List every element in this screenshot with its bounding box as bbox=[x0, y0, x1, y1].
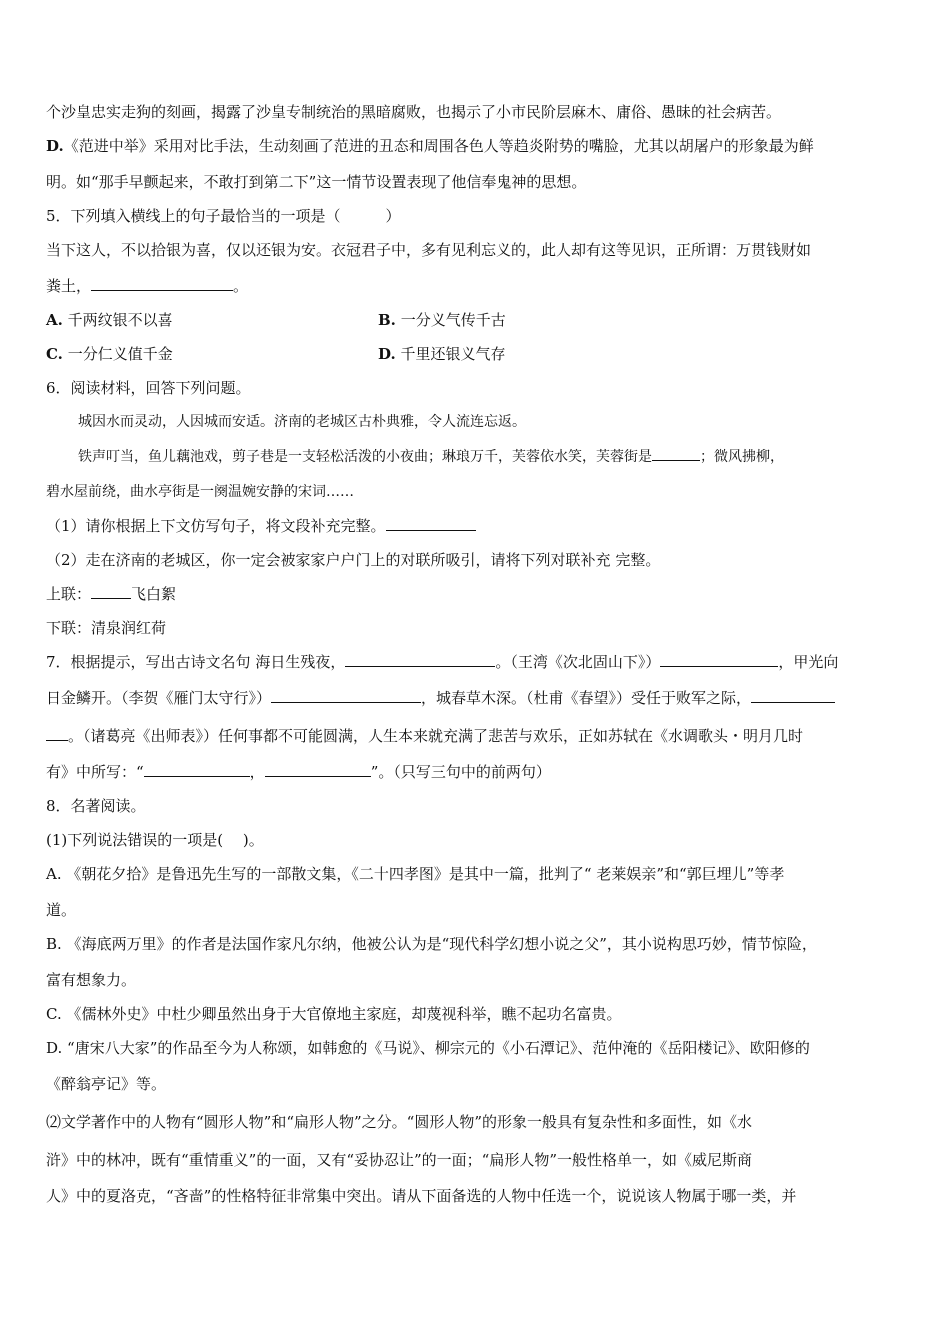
answer-blank[interactable] bbox=[652, 446, 700, 461]
q5-option-b: B. 一分义气传千古 bbox=[378, 311, 506, 329]
answer-blank[interactable] bbox=[271, 688, 421, 703]
q8-option-c: C. 《儒林外史》中杜少卿虽然出身于大官僚地主家庭，却蔑视科举，瞧不起功名富贵。 bbox=[46, 1005, 622, 1023]
q6-material-3: 碧水屋前绕，曲水亭街是一阕温婉安静的宋词…… bbox=[46, 484, 354, 500]
answer-blank[interactable] bbox=[345, 652, 495, 667]
q8-option-a: A. 《朝花夕拾》是鲁迅先生写的一部散文集，《二十四孝图》是其中一篇，批判了“ 老莱娱亲”和“郭巨埋儿”等孝 bbox=[46, 865, 785, 883]
q5-passage-2: 粪土， 。 bbox=[46, 277, 249, 295]
q6-stem: 6．阅读材料，回答下列问题。 bbox=[46, 379, 251, 397]
answer-blank[interactable] bbox=[91, 584, 131, 599]
q5-option-a: A. 千两纹银不以喜 bbox=[46, 311, 173, 329]
q6-sub-1: （1）请你根据上下文仿写句子，将文段补充完整。 bbox=[46, 516, 476, 536]
answer-blank[interactable] bbox=[91, 276, 233, 291]
q5-passage-1: 当下这人，不以拾银为喜，仅以还银为安。衣冠君子中，多有见利忘义的，此人却有这等见识，正所谓：万贯钱财如 bbox=[46, 241, 812, 259]
couplet-upper: 上联： 飞白絮 bbox=[46, 585, 177, 603]
q8-option-d-cont: 《醉翁亭记》等。 bbox=[46, 1075, 167, 1093]
q8-sub-1: (1)下列说法错误的一项是( )。 bbox=[46, 831, 264, 849]
q8-stem: 8．名著阅读。 bbox=[46, 797, 146, 815]
q8-option-b: B. 《海底两万里》的作者是法国作家凡尔纳，他被公认为是“现代科学幻想小说之父”，其小说构思巧妙，情节惊险， bbox=[46, 935, 817, 953]
q7-line-4: 有》中所写：“ ， ”。（只写三句中的前两句） bbox=[46, 763, 551, 781]
q5-option-d: D. 千里还银义气存 bbox=[378, 345, 506, 363]
prev-option-d-cont: 明。如“那手早颤起来，不敢打到第二下”这一情节设置表现了他信奉鬼神的思想。 bbox=[46, 173, 587, 191]
answer-blank[interactable] bbox=[660, 652, 778, 667]
answer-blank[interactable] bbox=[265, 762, 371, 777]
q6-material-1: 城因水而灵动，人因城而安适。济南的老城区古朴典雅，令人流连忘返。 bbox=[78, 414, 526, 430]
answer-blank[interactable] bbox=[386, 516, 476, 531]
q6-sub-2: （2）走在济南的老城区，你一定会被家家户户门上的对联所吸引，请将下列对联补充 完整。 bbox=[46, 551, 661, 569]
couplet-lower: 下联：清泉润红荷 bbox=[46, 619, 167, 637]
q6-material-2: 铁声叮当，鱼儿藕池戏，剪子巷是一支轻松活泼的小夜曲；琳琅万千，芙蓉依水笑，芙蓉街是 ；微风拂柳， bbox=[78, 446, 784, 467]
q8-sub-2-line-1: ⑵文学著作中的人物有“圆形人物”和“扁形人物”之分。“圆形人物”的形象一般具有复杂性和多面性，如《水 bbox=[46, 1113, 753, 1131]
q7-line-3: 。（诸葛亮《出师表》）任何事都不可能圆满，人生本来就充满了悲苦与欢乐，正如苏轼在《水调歌头・明月几时 bbox=[46, 726, 803, 746]
answer-blank[interactable] bbox=[751, 688, 835, 703]
q8-option-b-cont: 富有想象力。 bbox=[46, 971, 137, 989]
q5-option-c: C. 一分仁义值千金 bbox=[46, 345, 173, 363]
option-text: 《范进中举》采用对比手法，生动刻画了范进的丑态和周围各色人等趋炎附势的嘴脸，尤其以胡屠户的形象最为鲜 bbox=[63, 137, 814, 155]
q8-sub-2-line-3: 人》中的夏洛克，“吝啬”的性格特征非常集中突出。请从下面备选的人物中任选一个，说说该人物属于哪一类，并 bbox=[46, 1187, 797, 1205]
prev-line-1: 个沙皇忠实走狗的刻画，揭露了沙皇专制统治的黑暗腐败，也揭示了小市民阶层麻木、庸俗、愚昧的社会病苦。 bbox=[46, 103, 782, 121]
q8-sub-2-line-2: 浒》中的林冲，既有“重情重义”的一面，又有“妥协忍让”的一面；“扁形人物”一般性格单一，如《威尼斯商 bbox=[46, 1151, 753, 1169]
q7-line-1: 7．根据提示，写出古诗文名句 海日生残夜， 。（王湾《次北固山下》） ，甲光向 bbox=[46, 653, 839, 671]
prev-option-d bbox=[46, 136, 814, 156]
option-label: D. bbox=[46, 137, 64, 155]
answer-blank[interactable] bbox=[46, 726, 68, 741]
q7-line-2: 日金鳞开。（李贺《雁门太守行》） ，城春草木深。（杜甫《春望》）受任于败军之际， bbox=[46, 688, 835, 708]
answer-blank[interactable] bbox=[144, 762, 250, 777]
q5-stem: 5．下列填入横线上的句子最恰当的一项是（ ） bbox=[46, 207, 401, 225]
q8-option-a-cont: 道。 bbox=[46, 901, 77, 919]
q8-option-d: D. “唐宋八大家”的作品至今为人称颂，如韩愈的《马说》、柳宗元的《小石潭记》、范仲淹的《岳阳楼记》、欧阳修的 bbox=[46, 1039, 810, 1057]
